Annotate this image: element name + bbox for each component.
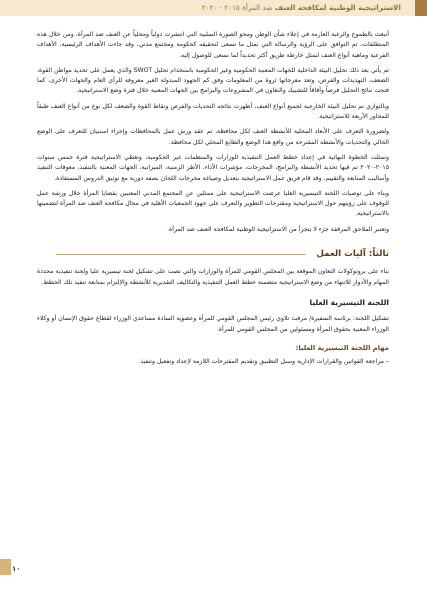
section-intro: بناء على بروتوكولات التعاون الموقعة بين المجلس القومي للمرأة والوزارات والتي نصت على تشكيل لجنة تيسيرية عليا ولجنة تنفيذية محددة المهام والأدوار للانتهاء من وضع الاستراتيجية متضمنة خطط العمل التنفيذية والتكاليف التقديرية للأنشطة والإلتزام بمتابعة تنفيذ تلك الخطط. (37, 268, 389, 286)
footer-accent-bar (0, 559, 11, 575)
paragraph: ثم يأتي بعد ذلك تحليل البيئة الداخلية للجهات المعنية الحكومية وغير الحكومية باستخدام تحليل SWOT والذي يعمل على تحديد مواطن القوة، الضعف، التهديدات والفرص، وتعد معرجاتها ثروة من المعلومات وفق كم الجهود المبذولة الغير معروفة للرأي العام والجهات الأخرى، كما فتحت نتائج التحليل فرصاً وأفاقاً للتشبيك والتعاون في المشروعات والبرامج بين الجهات المعنية خلال فترة وضع الاستراتيجية. (37, 66, 389, 95)
section-heading (37, 249, 389, 259)
header-title-strong: الاستراتيجية الوطنية لمكافحة العنف (274, 3, 401, 12)
subsection-intro: تشكيل اللجنة: برئاسة السفيرة/ مرفت تلاوي رئيس المجلس القومي للمرأة وعضوية السادة مساعدي الوزراء لقطاع حقوق الإنسان أو وكلاء الوزراء المعنية بحقوق المرأة ومسئولين من المجلس القومي للمرأة. (37, 315, 389, 333)
task-item: – مراجعة القوانين والقرارات الإدارية وسبل التطبيق وتقديم المقترحات اللازمة لإعداد وتفعيل وتنفيذ (140, 358, 389, 366)
paragraph: وتعتبر الملاحق المرفقة جزء لا يتجزأ من الاستراتيجية الوطنية لمكافحة العنف ضد المرأة. (167, 225, 389, 233)
page-header (0, 0, 427, 16)
paragraph: ولضرورة التعرف على الأبعاد المحلية للأنشطة العنف لكل محافظة، تم عقد ورش عمل بالمحافظات وإجراء استبيان للتعرف على الوضع الحالي والتحديات والأنشطة المقترحة من واقع هذا الوضع والطابع المحلي لكل محافظة. (37, 128, 389, 146)
paragraph: وبالتوازي تم تحليل البيئة الخارجية لجميع أنواع العنف، أظهرت نتائجه التحديات والفرص ونقاط القوة والضعف لكل نوع من أنواع العنف طبقاً للمحاور الأربعة للاستراتيجية. (37, 102, 389, 121)
paragraph: وبناء على توصيات اللجنة التيسيرية العليا عرضت الاستراتيجية على ممثلين عن المجتمع المدني المعنيين بقضايا المرأة خلال ورشة عمل للوقوف على رؤيتهم حول الاستراتيجية ومقترحات التطوير والتعرف على جهود الجمعيات الأهلية في مجال مكافحة العنف ضد المرأة لتضمينها بالاستراتيجية. (37, 189, 389, 218)
header-title (202, 3, 401, 13)
page-number: ١٠ (12, 565, 21, 573)
tasks-title: مهام اللجنة التيسيرية العليا: (295, 343, 389, 352)
paragraph: وتمثلت الخطوة النهائية في إعداد خطط العمل التنفيذية للوزارات والمنظمات غير الحكومية، وتغطي الاستراتيجية فترة خمس سنوات ٢٠١٥-٢٠٢٠ تم فيها تحديد الأنشطة والبرامج، المخرجات، مؤشرات الأداء، الأطر الزمنية، الميزانية، الجهات المعنية بالتنفيذ، معوقات التنفيذ وأساليب المتابعة والتقييم، وقد قام فريق عمل الاستراتيجية بتعديل وصياغة مخرجات اللجان بصفة دورية مع توثيق الدروس المستفادة. (37, 153, 389, 182)
subsection-title: اللجنة التيسيرية العليا (309, 297, 389, 307)
page-content (37, 30, 389, 372)
header-corner-bar (415, 0, 427, 16)
section-title: ثالثاً: آليات العمل (316, 249, 389, 260)
heading-divider (56, 254, 306, 255)
header-title-rest: ضد المرأة ٢٠١٥ - ٢٠٢٠ (201, 3, 275, 12)
paragraph: أنبعث بالطموح والرغبة العارمة في إعلاء شأن الوطن ومحو الصورة السلبية التي انتشرت دولياً ومحلياً عن العنف ضد المرأة، ومن خلال هذه المنطلقات، تم التوافق على الرؤية والرسالة التي تمثل ما نسعى لتحقيقه كحكومة ومجتمع مدني، وقد جاءت الأهداف الرئيسية، الأهداف الفرعية وماهية أنواع العنف لتمثل خارطة طريق أكثر تحديداً لما نسعى للوصول إليه. (37, 31, 389, 59)
